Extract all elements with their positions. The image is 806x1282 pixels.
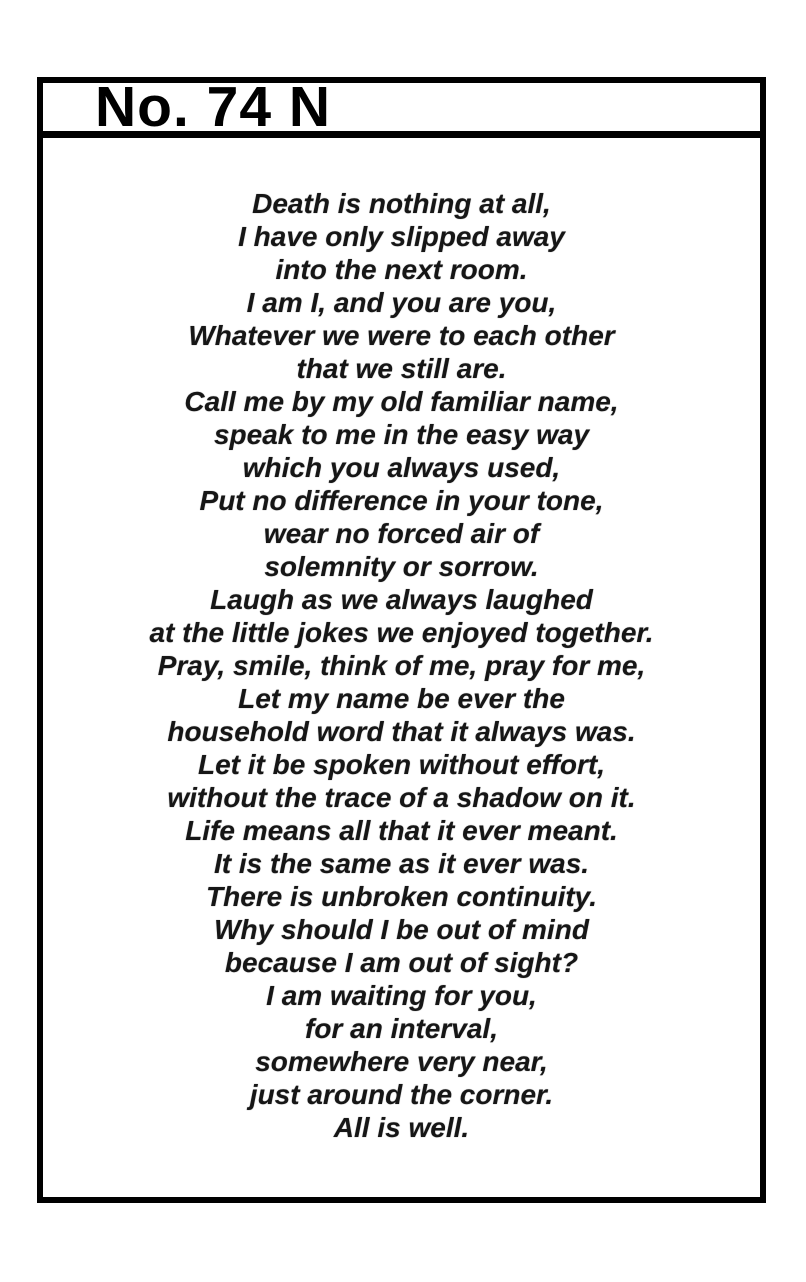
card-header (43, 75, 760, 139)
poem-line: I am I, and you are you, (246, 287, 557, 318)
poem-line: that we still are. (296, 353, 507, 384)
poem-line: because I am out of sight? (224, 947, 579, 978)
poem-line: without the trace of a shadow on it. (167, 782, 636, 813)
poem-line: I have only slipped away (238, 221, 565, 252)
poem-line: Call me by my old familiar name, (184, 386, 619, 417)
poem-line: Pray, smile, think of me, pray for me, (157, 650, 646, 681)
poem-line: I am waiting for you, (266, 980, 537, 1011)
poem-line: There is unbroken continuity. (205, 881, 597, 912)
poem-body (43, 138, 760, 1144)
poem-line: solemnity or sorrow. (264, 551, 539, 582)
poem-line: Laugh as we always laughed (210, 584, 593, 615)
poem-line: Let it be spoken without effort, (197, 749, 606, 780)
poem-line: which you always used, (242, 452, 561, 483)
poem-line: Whatever we were to each other (188, 320, 615, 351)
poem-line: Why should I be out of mind (214, 914, 589, 945)
poem-line: into the next room. (275, 254, 528, 285)
poem-line: just around the corner. (249, 1079, 554, 1110)
poem-line: Let my name be ever the (238, 683, 565, 714)
poem-line: All is well. (333, 1112, 470, 1143)
poem-line: Life means all that it ever meant. (185, 815, 618, 846)
poem-line: for an interval, (305, 1013, 498, 1044)
poem-line: wear no forced air of (263, 518, 540, 549)
poem-line: Death is nothing at all, (252, 188, 551, 219)
hymn-number-title: No. 74 N (95, 75, 332, 139)
poem-line: Put no difference in your tone, (199, 485, 604, 516)
poem-line: household word that it always was. (167, 716, 636, 747)
poem-line: It is the same as it ever was. (213, 848, 590, 879)
poem-card-frame (37, 77, 766, 1203)
poem-line: somewhere very near, (255, 1046, 548, 1077)
poem-line: speak to me in the easy way (213, 419, 590, 450)
poem-line: at the little jokes we enjoyed together. (149, 617, 654, 648)
